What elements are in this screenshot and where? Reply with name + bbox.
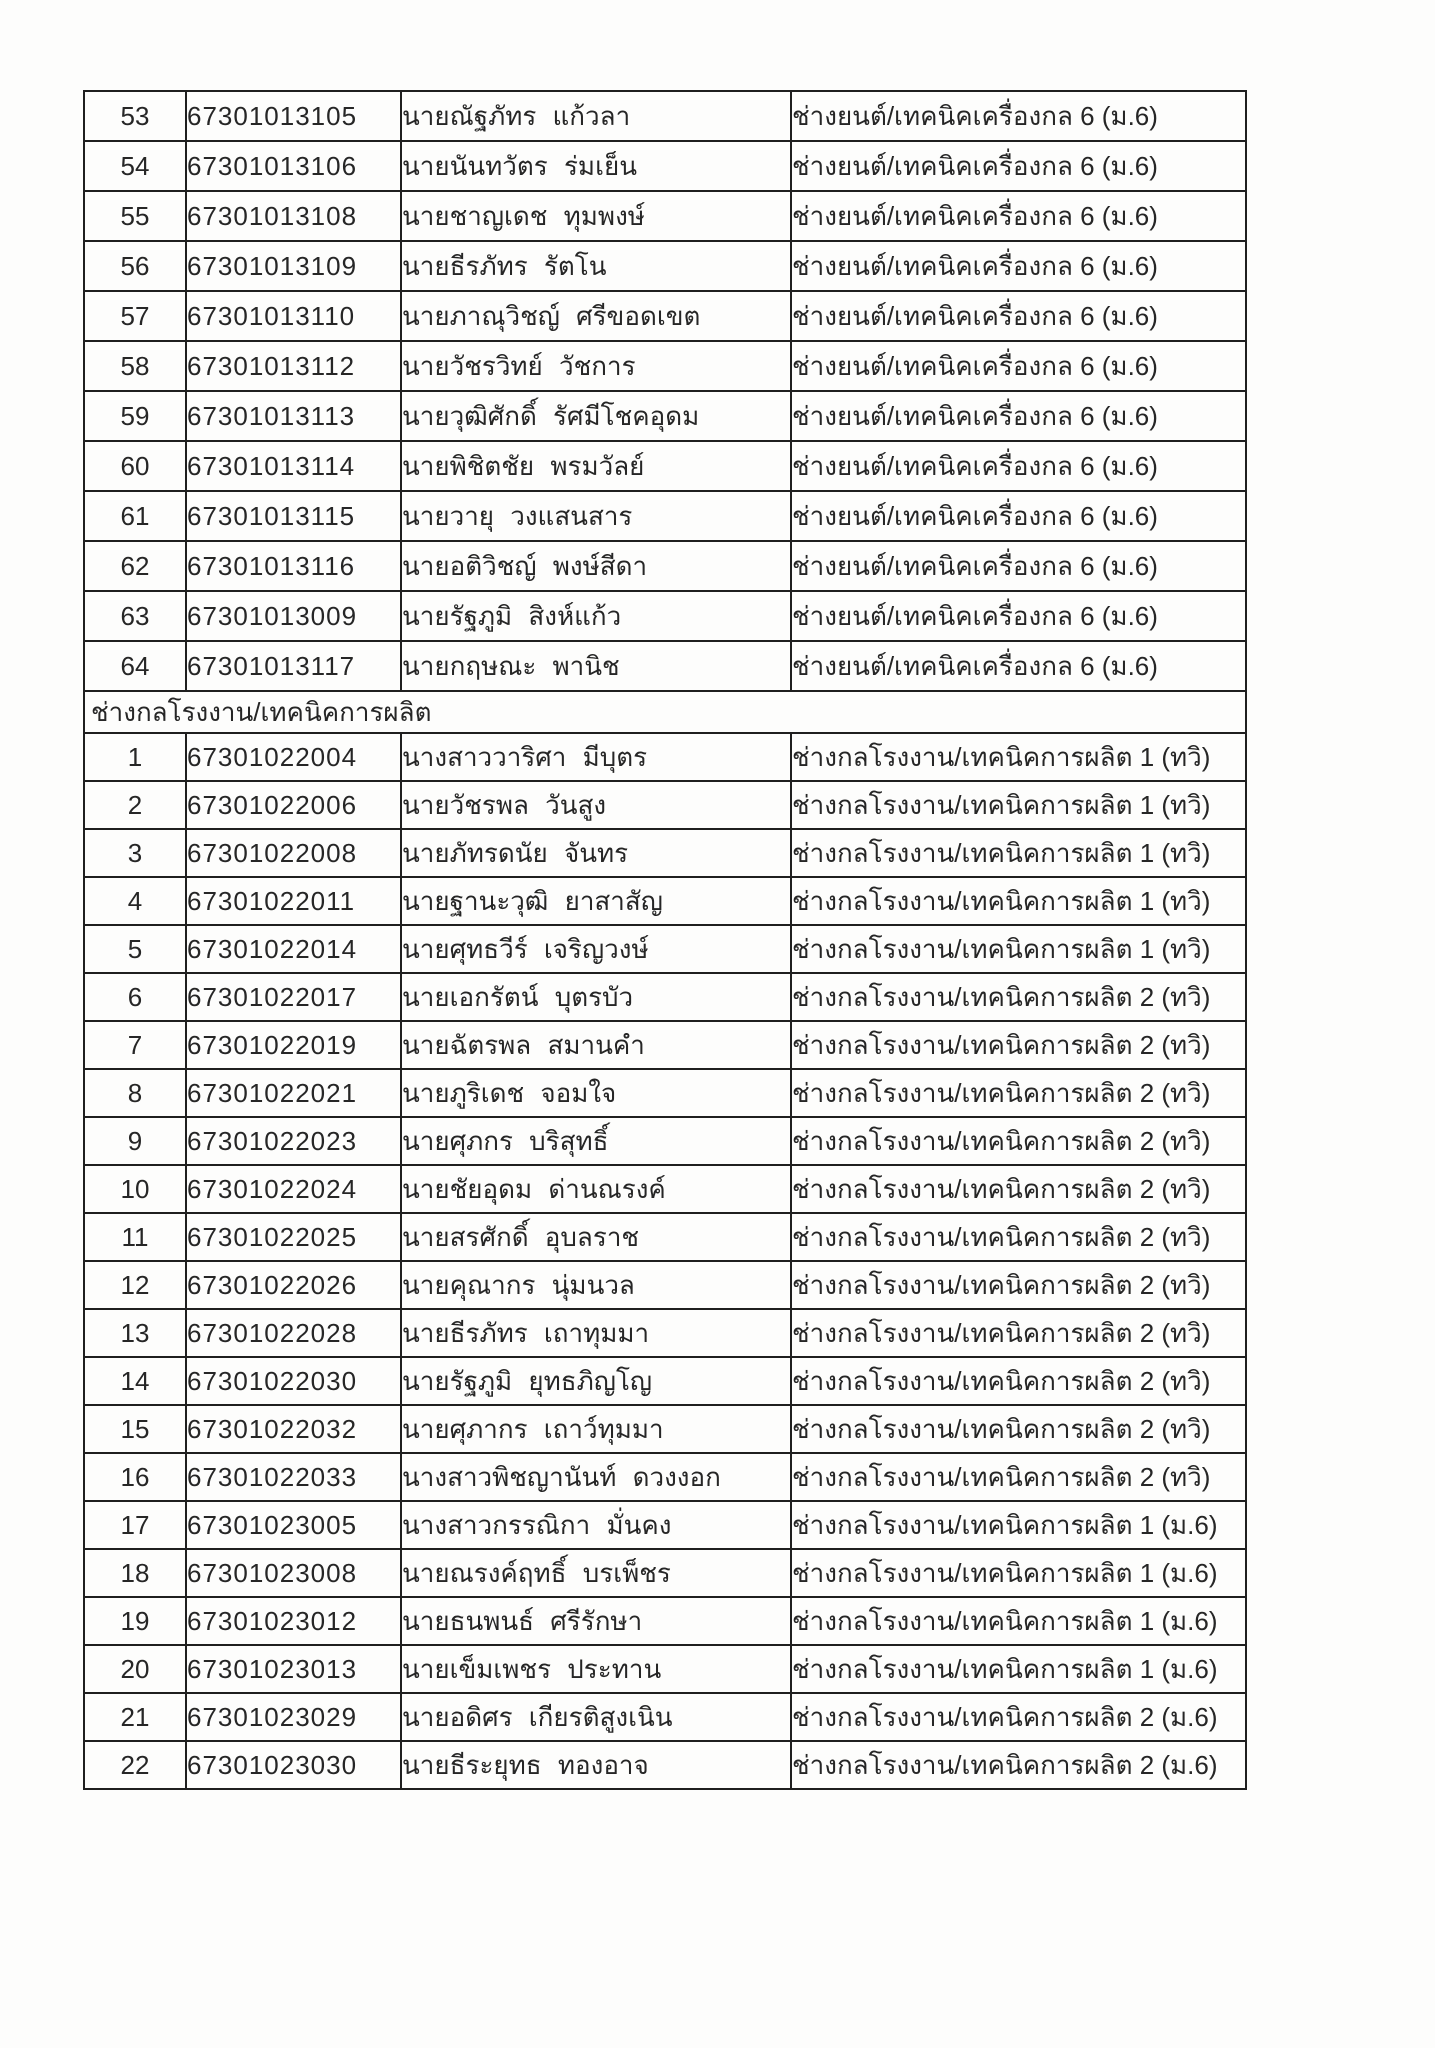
student-row	[84, 1501, 1246, 1549]
row-number-cell: 54	[84, 141, 186, 191]
program-cell: ช่างยนต์/เทคนิคเครื่องกล 6 (ม.6)	[791, 441, 1246, 491]
program-cell: ช่างกลโรงงาน/เทคนิคการผลิต 2 (ทวิ)	[791, 1357, 1246, 1405]
student-name-cell: นางสาวพิชญานันท์ ดวงงอก	[401, 1453, 791, 1501]
section-title: ช่างกลโรงงาน/เทคนิคการผลิต	[84, 691, 1246, 733]
program-cell: ช่างยนต์/เทคนิคเครื่องกล 6 (ม.6)	[791, 391, 1246, 441]
student-id-cell: 67301023008	[186, 1549, 401, 1597]
student-id-cell: 67301022030	[186, 1357, 401, 1405]
program-cell: ช่างยนต์/เทคนิคเครื่องกล 6 (ม.6)	[791, 541, 1246, 591]
student-name-cell: นายศุภกร บริสุทธิ์	[401, 1117, 791, 1165]
student-id-cell: 67301023013	[186, 1645, 401, 1693]
student-row	[84, 1693, 1246, 1741]
student-row	[84, 925, 1246, 973]
program-cell: ช่างกลโรงงาน/เทคนิคการผลิต 2 (ม.6)	[791, 1693, 1246, 1741]
row-number-cell: 64	[84, 641, 186, 691]
program-cell: ช่างยนต์/เทคนิคเครื่องกล 6 (ม.6)	[791, 491, 1246, 541]
student-roster-table	[83, 90, 1247, 1790]
row-number-cell: 8	[84, 1069, 186, 1117]
row-number-cell: 2	[84, 781, 186, 829]
student-row	[84, 241, 1246, 291]
program-cell: ช่างยนต์/เทคนิคเครื่องกล 6 (ม.6)	[791, 341, 1246, 391]
program-cell: ช่างกลโรงงาน/เทคนิคการผลิต 2 (ทวิ)	[791, 1021, 1246, 1069]
student-id-cell: 67301022023	[186, 1117, 401, 1165]
program-cell: ช่างกลโรงงาน/เทคนิคการผลิต 1 (ทวิ)	[791, 925, 1246, 973]
row-number-cell: 16	[84, 1453, 186, 1501]
program-cell: ช่างกลโรงงาน/เทคนิคการผลิต 2 (ทวิ)	[791, 1453, 1246, 1501]
student-id-cell: 67301022028	[186, 1309, 401, 1357]
student-name-cell: นายฐานะวุฒิ ยาสาสัญ	[401, 877, 791, 925]
student-id-cell: 67301022025	[186, 1213, 401, 1261]
row-number-cell: 63	[84, 591, 186, 641]
student-row	[84, 391, 1246, 441]
student-id-cell: 67301022019	[186, 1021, 401, 1069]
student-id-cell: 67301022004	[186, 733, 401, 781]
student-id-cell: 67301023012	[186, 1597, 401, 1645]
row-number-cell: 13	[84, 1309, 186, 1357]
student-row	[84, 1741, 1246, 1789]
student-name-cell: นายธีรภัทร เถาทุมมา	[401, 1309, 791, 1357]
student-name-cell: นายพิชิตชัย พรมวัลย์	[401, 441, 791, 491]
student-id-cell: 67301022033	[186, 1453, 401, 1501]
student-row	[84, 733, 1246, 781]
student-row	[84, 829, 1246, 877]
program-cell: ช่างกลโรงงาน/เทคนิคการผลิต 2 (ม.6)	[791, 1741, 1246, 1789]
row-number-cell: 18	[84, 1549, 186, 1597]
student-id-cell: 67301022014	[186, 925, 401, 973]
student-name-cell: นายสรศักดิ์ อุบลราช	[401, 1213, 791, 1261]
student-name-cell: นายศุทธวีร์ เจริญวงษ์	[401, 925, 791, 973]
student-id-cell: 67301023030	[186, 1741, 401, 1789]
row-number-cell: 9	[84, 1117, 186, 1165]
student-id-cell: 67301013110	[186, 291, 401, 341]
row-number-cell: 60	[84, 441, 186, 491]
student-id-cell: 67301022026	[186, 1261, 401, 1309]
program-cell: ช่างกลโรงงาน/เทคนิคการผลิต 2 (ทวิ)	[791, 1405, 1246, 1453]
student-name-cell: นายคุณากร นุ่มนวล	[401, 1261, 791, 1309]
program-cell: ช่างกลโรงงาน/เทคนิคการผลิต 2 (ทวิ)	[791, 1069, 1246, 1117]
student-name-cell: นายภัทรดนัย จันทร	[401, 829, 791, 877]
student-row	[84, 1453, 1246, 1501]
student-id-cell: 67301022032	[186, 1405, 401, 1453]
student-row	[84, 1597, 1246, 1645]
student-row	[84, 1165, 1246, 1213]
roster-section	[84, 691, 1246, 1789]
program-cell: ช่างกลโรงงาน/เทคนิคการผลิต 1 (ทวิ)	[791, 829, 1246, 877]
program-cell: ช่างกลโรงงาน/เทคนิคการผลิต 2 (ทวิ)	[791, 1309, 1246, 1357]
student-name-cell: นายศุภากร เถาว์ทุมมา	[401, 1405, 791, 1453]
row-number-cell: 7	[84, 1021, 186, 1069]
student-row	[84, 1309, 1246, 1357]
student-name-cell: นายวัชรวิทย์ วัชการ	[401, 341, 791, 391]
row-number-cell: 22	[84, 1741, 186, 1789]
row-number-cell: 19	[84, 1597, 186, 1645]
student-id-cell: 67301022006	[186, 781, 401, 829]
student-row	[84, 877, 1246, 925]
student-name-cell: นายชาญเดช ทุมพงษ์	[401, 191, 791, 241]
student-name-cell: นางสาววาริศา มีบุตร	[401, 733, 791, 781]
row-number-cell: 17	[84, 1501, 186, 1549]
program-cell: ช่างกลโรงงาน/เทคนิคการผลิต 2 (ทวิ)	[791, 973, 1246, 1021]
program-cell: ช่างยนต์/เทคนิคเครื่องกล 6 (ม.6)	[791, 591, 1246, 641]
student-name-cell: นายธีรภัทร รัตโน	[401, 241, 791, 291]
row-number-cell: 6	[84, 973, 186, 1021]
section-header-row	[84, 691, 1246, 733]
student-id-cell: 67301022008	[186, 829, 401, 877]
student-name-cell: นายธีระยุทธ ทองอาจ	[401, 1741, 791, 1789]
student-name-cell: นายรัฐภูมิ สิงห์แก้ว	[401, 591, 791, 641]
student-id-cell: 67301013009	[186, 591, 401, 641]
row-number-cell: 15	[84, 1405, 186, 1453]
student-row	[84, 91, 1246, 141]
student-row	[84, 191, 1246, 241]
student-id-cell: 67301022011	[186, 877, 401, 925]
row-number-cell: 62	[84, 541, 186, 591]
row-number-cell: 21	[84, 1693, 186, 1741]
student-row	[84, 491, 1246, 541]
student-id-cell: 67301022017	[186, 973, 401, 1021]
program-cell: ช่างกลโรงงาน/เทคนิคการผลิต 2 (ทวิ)	[791, 1165, 1246, 1213]
roster-section	[84, 91, 1246, 691]
student-id-cell: 67301013116	[186, 541, 401, 591]
student-name-cell: นายอดิศร เกียรติสูงเนิน	[401, 1693, 791, 1741]
student-id-cell: 67301013106	[186, 141, 401, 191]
student-name-cell: นายวุฒิศักดิ์ รัศมีโชคอุดม	[401, 391, 791, 441]
row-number-cell: 1	[84, 733, 186, 781]
program-cell: ช่างกลโรงงาน/เทคนิคการผลิต 1 (ทวิ)	[791, 877, 1246, 925]
program-cell: ช่างกลโรงงาน/เทคนิคการผลิต 1 (ม.6)	[791, 1501, 1246, 1549]
row-number-cell: 58	[84, 341, 186, 391]
student-row	[84, 141, 1246, 191]
student-name-cell: นายณัฐภัทร แก้วลา	[401, 91, 791, 141]
row-number-cell: 11	[84, 1213, 186, 1261]
row-number-cell: 57	[84, 291, 186, 341]
student-row	[84, 781, 1246, 829]
program-cell: ช่างกลโรงงาน/เทคนิคการผลิต 1 (ม.6)	[791, 1597, 1246, 1645]
program-cell: ช่างยนต์/เทคนิคเครื่องกล 6 (ม.6)	[791, 191, 1246, 241]
student-row	[84, 1021, 1246, 1069]
student-name-cell: นายอติวิชญ์ พงษ์สีดา	[401, 541, 791, 591]
row-number-cell: 4	[84, 877, 186, 925]
program-cell: ช่างกลโรงงาน/เทคนิคการผลิต 2 (ทวิ)	[791, 1213, 1246, 1261]
student-row	[84, 1405, 1246, 1453]
student-row	[84, 1213, 1246, 1261]
student-id-cell: 67301023005	[186, 1501, 401, 1549]
row-number-cell: 20	[84, 1645, 186, 1693]
row-number-cell: 3	[84, 829, 186, 877]
student-name-cell: นายฉัตรพล สมานคำ	[401, 1021, 791, 1069]
row-number-cell: 5	[84, 925, 186, 973]
student-name-cell: นายวัชรพล วันสูง	[401, 781, 791, 829]
student-row	[84, 291, 1246, 341]
student-row	[84, 341, 1246, 391]
program-cell: ช่างยนต์/เทคนิคเครื่องกล 6 (ม.6)	[791, 641, 1246, 691]
program-cell: ช่างกลโรงงาน/เทคนิคการผลิต 2 (ทวิ)	[791, 1117, 1246, 1165]
program-cell: ช่างยนต์/เทคนิคเครื่องกล 6 (ม.6)	[791, 141, 1246, 191]
row-number-cell: 59	[84, 391, 186, 441]
row-number-cell: 61	[84, 491, 186, 541]
row-number-cell: 10	[84, 1165, 186, 1213]
student-row	[84, 1117, 1246, 1165]
student-row	[84, 1069, 1246, 1117]
program-cell: ช่างยนต์/เทคนิคเครื่องกล 6 (ม.6)	[791, 291, 1246, 341]
student-row	[84, 1549, 1246, 1597]
student-row	[84, 541, 1246, 591]
student-row	[84, 973, 1246, 1021]
student-name-cell: นายภูริเดช จอมใจ	[401, 1069, 791, 1117]
student-id-cell: 67301013117	[186, 641, 401, 691]
program-cell: ช่างกลโรงงาน/เทคนิคการผลิต 2 (ทวิ)	[791, 1261, 1246, 1309]
student-row	[84, 1357, 1246, 1405]
student-name-cell: นายธนพนธ์ ศรีรักษา	[401, 1597, 791, 1645]
student-id-cell: 67301022024	[186, 1165, 401, 1213]
student-name-cell: นายชัยอุดม ด่านณรงค์	[401, 1165, 791, 1213]
row-number-cell: 53	[84, 91, 186, 141]
student-id-cell: 67301013105	[186, 91, 401, 141]
student-id-cell: 67301013108	[186, 191, 401, 241]
student-name-cell: นายณรงค์ฤทธิ์ บรเพ็ชร	[401, 1549, 791, 1597]
student-name-cell: นายรัฐภูมิ ยุทธภิญโญ	[401, 1357, 791, 1405]
student-name-cell: นางสาวกรรณิกา มั่นคง	[401, 1501, 791, 1549]
student-id-cell: 67301013109	[186, 241, 401, 291]
student-id-cell: 67301013113	[186, 391, 401, 441]
program-cell: ช่างกลโรงงาน/เทคนิคการผลิต 1 (ทวิ)	[791, 733, 1246, 781]
student-name-cell: นายนันทวัตร ร่มเย็น	[401, 141, 791, 191]
student-name-cell: นายเข็มเพชร ประทาน	[401, 1645, 791, 1693]
student-name-cell: นายเอกรัตน์ บุตรบัว	[401, 973, 791, 1021]
row-number-cell: 56	[84, 241, 186, 291]
student-row	[84, 641, 1246, 691]
program-cell: ช่างยนต์/เทคนิคเครื่องกล 6 (ม.6)	[791, 91, 1246, 141]
student-row	[84, 1645, 1246, 1693]
student-id-cell: 67301013115	[186, 491, 401, 541]
student-name-cell: นายวายุ วงแสนสาร	[401, 491, 791, 541]
student-id-cell: 67301022021	[186, 1069, 401, 1117]
row-number-cell: 55	[84, 191, 186, 241]
student-row	[84, 1261, 1246, 1309]
row-number-cell: 12	[84, 1261, 186, 1309]
program-cell: ช่างกลโรงงาน/เทคนิคการผลิต 1 (ม.6)	[791, 1549, 1246, 1597]
student-id-cell: 67301013112	[186, 341, 401, 391]
student-row	[84, 441, 1246, 491]
student-id-cell: 67301013114	[186, 441, 401, 491]
student-name-cell: นายภาณุวิชญ์ ศรีขอดเขต	[401, 291, 791, 341]
program-cell: ช่างยนต์/เทคนิคเครื่องกล 6 (ม.6)	[791, 241, 1246, 291]
program-cell: ช่างกลโรงงาน/เทคนิคการผลิต 1 (ทวิ)	[791, 781, 1246, 829]
student-row	[84, 591, 1246, 641]
student-id-cell: 67301023029	[186, 1693, 401, 1741]
student-name-cell: นายกฤษณะ พานิช	[401, 641, 791, 691]
program-cell: ช่างกลโรงงาน/เทคนิคการผลิต 1 (ม.6)	[791, 1645, 1246, 1693]
row-number-cell: 14	[84, 1357, 186, 1405]
